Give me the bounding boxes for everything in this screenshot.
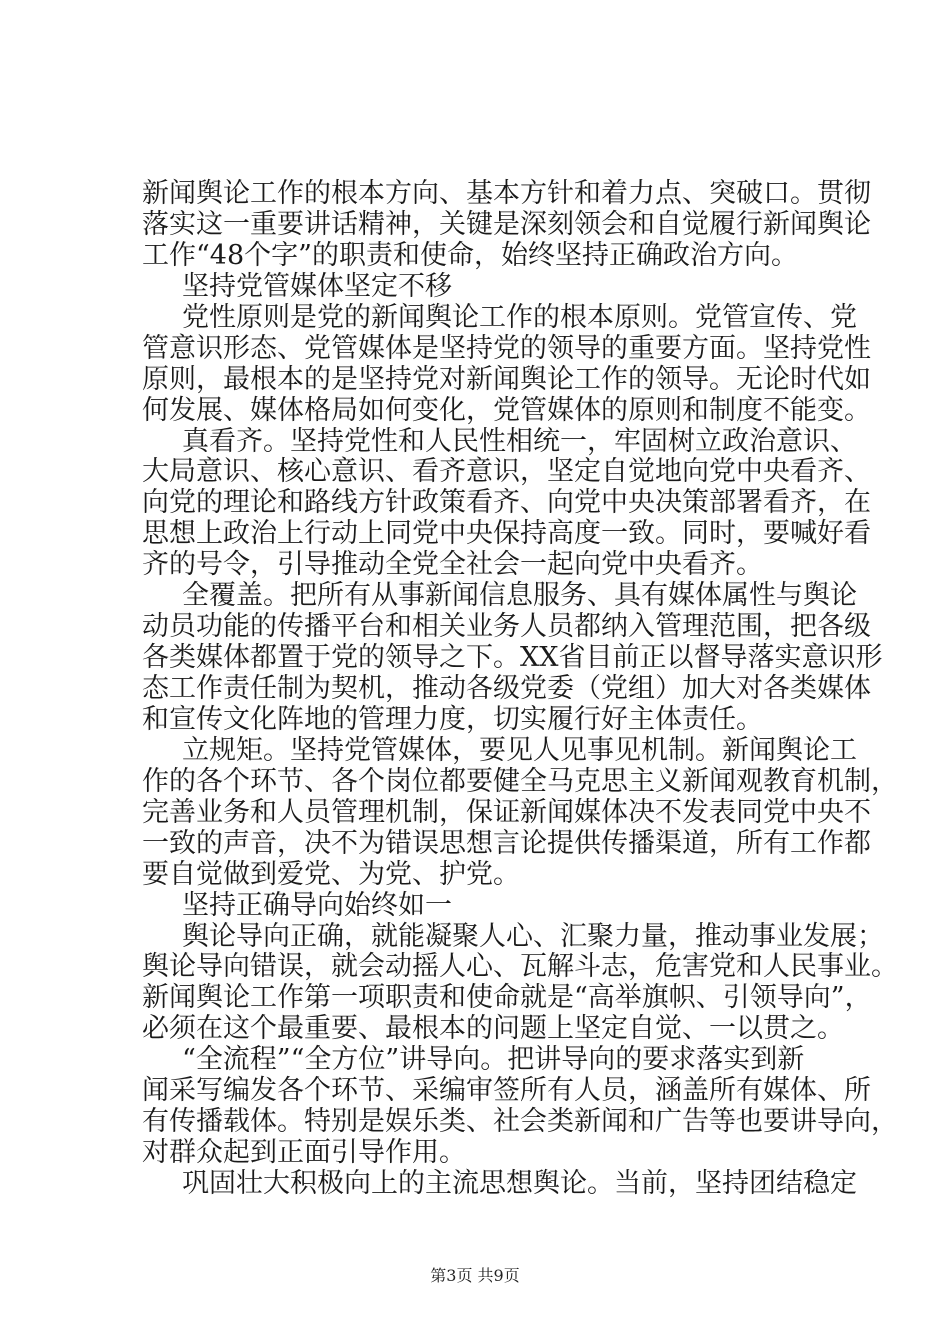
body-line: 舆论导向正确，就能凝聚人心、汇聚力量，推动事业发展； bbox=[182, 921, 884, 952]
body-line: 大局意识、核心意识、看齐意识，坚定自觉地向党中央看齐、 bbox=[142, 456, 871, 487]
body-line: 作的各个环节、各个岗位都要健全马克思主义新闻观教育机制， bbox=[142, 766, 898, 797]
body-line: 真看齐。坚持党性和人民性相统一，牢固树立政治意识、 bbox=[182, 426, 857, 457]
body-line: 新闻舆论工作第一项职责和使命就是“高举旗帜、引领导向”， bbox=[142, 982, 872, 1013]
body-line: 党性原则是党的新闻舆论工作的根本原则。党管宣传、党 bbox=[182, 302, 857, 333]
body-line: 立规矩。坚持党管媒体，要见人见事见机制。新闻舆论工 bbox=[182, 735, 857, 766]
body-line: 新闻舆论工作的根本方向、基本方针和着力点、突破口。贯彻 bbox=[142, 178, 871, 209]
body-line: 巩固壮大积极向上的主流思想舆论。当前，坚持团结稳定 bbox=[182, 1168, 857, 1199]
body-line: 落实这一重要讲话精神，关键是深刻领会和自觉履行新闻舆论 bbox=[142, 209, 871, 240]
body-line: 舆论导向错误，就会动摇人心、瓦解斗志，危害党和人民事业。 bbox=[142, 951, 898, 982]
body-line: 态工作责任制为契机，推动各级党委（党组）加大对各类媒体 bbox=[142, 673, 871, 704]
body-line: 一致的声音，决不为错误思想言论提供传播渠道，所有工作都 bbox=[142, 828, 871, 859]
body-line: 必须在这个最重要、最根本的问题上坚定自觉、一以贯之。 bbox=[142, 1013, 844, 1044]
body-line: “全流程”“全方位”讲导向。把讲导向的要求落实到新 bbox=[182, 1044, 805, 1075]
body-line: 原则，最根本的是坚持党对新闻舆论工作的领导。无论时代如 bbox=[142, 364, 871, 395]
body-line: 对群众起到正面引导作用。 bbox=[142, 1137, 466, 1168]
page-number: 第3页 共9页 bbox=[430, 1266, 520, 1285]
body-line: 闻采写编发各个环节、采编审签所有人员，涵盖所有媒体、所 bbox=[142, 1075, 871, 1106]
body-line: 管意识形态、党管媒体是坚持党的领导的重要方面。坚持党性 bbox=[142, 333, 871, 364]
body-line: 工作“48个字”的职责和使命，始终坚持正确政治方向。 bbox=[142, 240, 798, 271]
section-heading: 坚持党管媒体坚定不移 bbox=[182, 271, 452, 302]
body-line: 有传播载体。特别是娱乐类、社会类新闻和广告等也要讲导向， bbox=[142, 1106, 898, 1137]
body-line: 各类媒体都置于党的领导之下。XX省目前正以督导落实意识形 bbox=[142, 642, 883, 673]
body-line: 思想上政治上行动上同党中央保持高度一致。同时，要喊好看 bbox=[142, 518, 871, 549]
body-line: 和宣传文化阵地的管理力度，切实履行好主体责任。 bbox=[142, 704, 763, 735]
section-heading: 坚持正确导向始终如一 bbox=[182, 890, 452, 921]
body-line: 要自觉做到爱党、为党、护党。 bbox=[142, 859, 520, 890]
body-line: 动员功能的传播平台和相关业务人员都纳入管理范围，把各级 bbox=[142, 611, 871, 642]
body-line: 何发展、媒体格局如何变化，党管媒体的原则和制度不能变。 bbox=[142, 395, 871, 426]
body-line: 完善业务和人员管理机制，保证新闻媒体决不发表同党中央不 bbox=[142, 797, 871, 828]
body-line: 全覆盖。把所有从事新闻信息服务、具有媒体属性与舆论 bbox=[182, 580, 857, 611]
body-line: 齐的号令，引导推动全党全社会一起向党中央看齐。 bbox=[142, 549, 763, 580]
body-line: 向党的理论和路线方针政策看齐、向党中央决策部署看齐，在 bbox=[142, 487, 871, 518]
